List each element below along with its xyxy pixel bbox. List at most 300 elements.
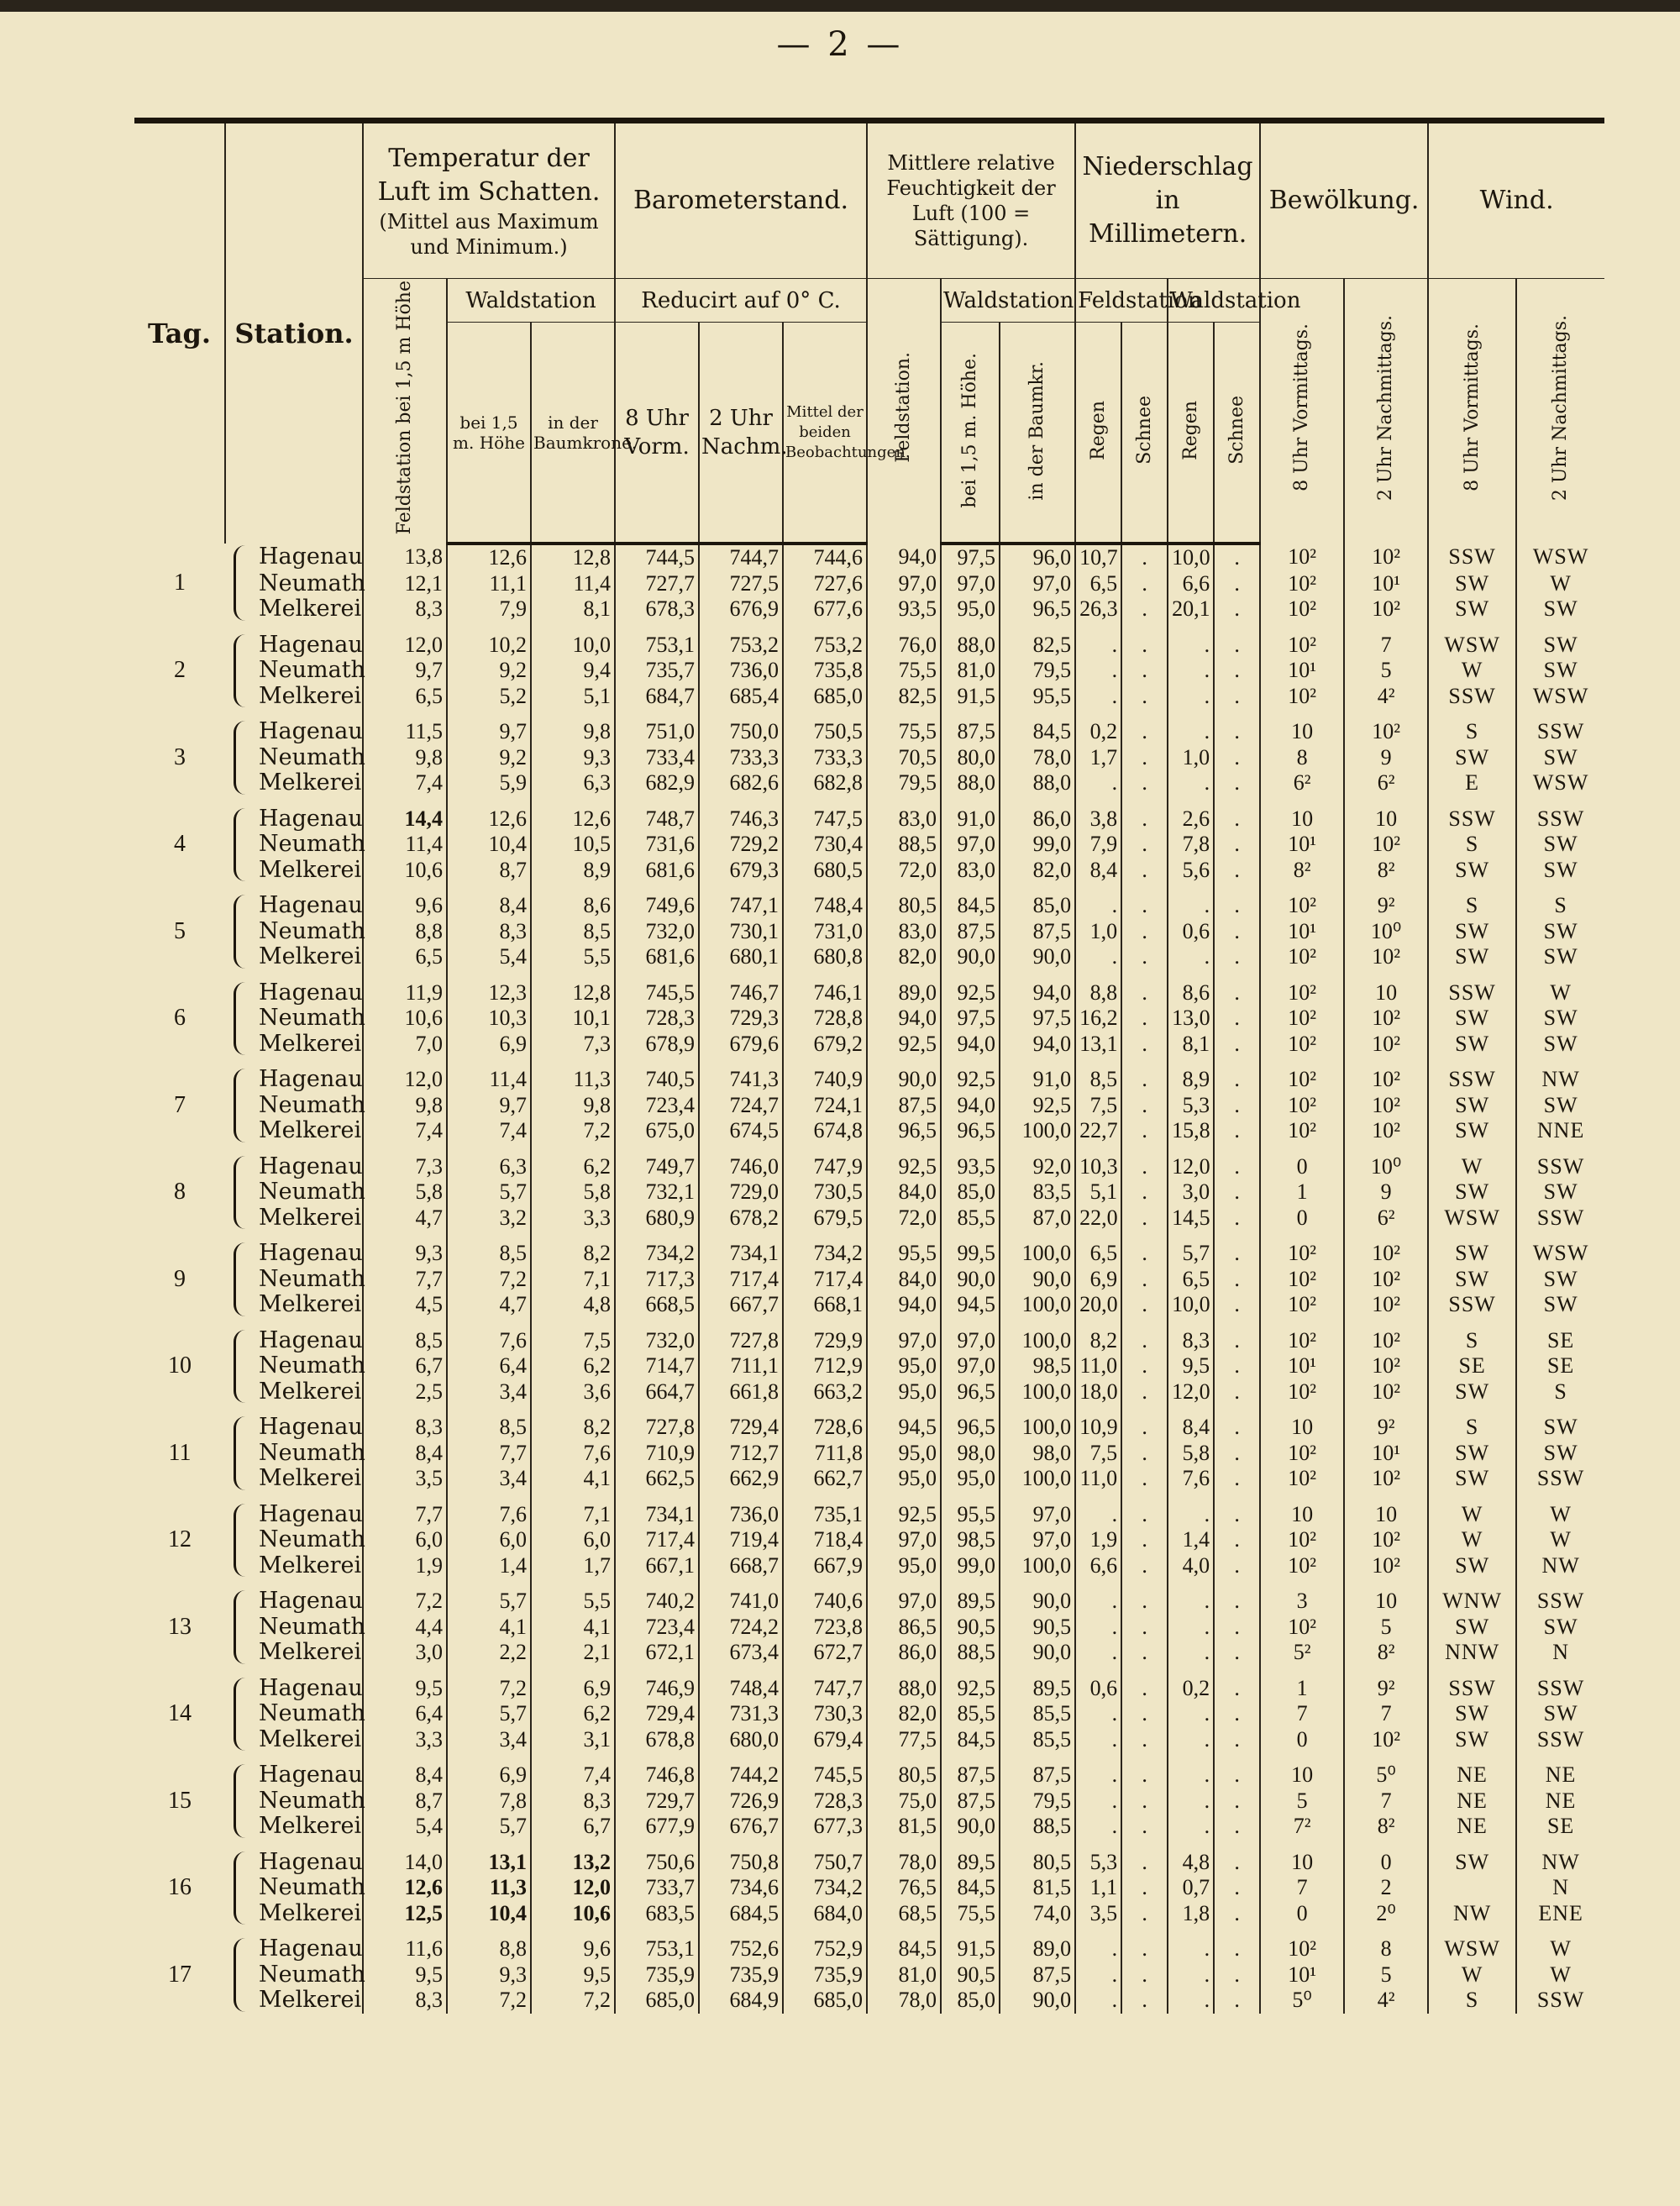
station-name: Hagenau bbox=[259, 805, 363, 832]
cell-tc: 7,2 bbox=[531, 1988, 615, 2014]
cell-rw: . bbox=[1168, 719, 1214, 745]
cell-tc: 8,1 bbox=[531, 596, 615, 622]
cell-sw: . bbox=[1214, 1154, 1260, 1180]
cell-c8: 10² bbox=[1260, 1241, 1344, 1267]
cell-c8: 10² bbox=[1260, 633, 1344, 659]
spacer-cell bbox=[1344, 883, 1428, 893]
cell-hf: 81,0 bbox=[867, 1962, 941, 1988]
spacer-cell bbox=[941, 1578, 1000, 1589]
spacer-cell bbox=[363, 1492, 447, 1502]
cell-hf: 68,5 bbox=[867, 1901, 941, 1927]
cell-sw: . bbox=[1214, 919, 1260, 945]
cell-rw: 5,8 bbox=[1168, 1441, 1214, 1467]
spacer-cell bbox=[1075, 796, 1121, 806]
spacer-cell bbox=[1260, 1144, 1344, 1154]
day-number: 9 bbox=[174, 1265, 186, 1292]
brace-icon bbox=[234, 1242, 246, 1316]
cell-hf: 70,5 bbox=[867, 745, 941, 771]
cell-tf: 7,7 bbox=[363, 1502, 447, 1528]
cell-c2: 7 bbox=[1344, 1701, 1428, 1727]
cell-hw: 75,5 bbox=[941, 1901, 1000, 1927]
cell-hf: 82,0 bbox=[867, 1701, 941, 1727]
cell-rf: . bbox=[1075, 1640, 1121, 1666]
cell-hw: 90,0 bbox=[941, 1814, 1000, 1840]
cell-hc: 100,0 bbox=[1000, 1379, 1075, 1405]
cell-hf: 92,5 bbox=[867, 1032, 941, 1058]
cell-bm: 728,8 bbox=[783, 1006, 867, 1032]
cell-w8: SSW bbox=[1428, 1676, 1516, 1702]
cell-tf: 2,5 bbox=[363, 1379, 447, 1405]
cell-tw: 7,6 bbox=[447, 1328, 531, 1354]
cell-c2: 10² bbox=[1344, 1292, 1428, 1318]
cell-rw: 7,6 bbox=[1168, 1466, 1214, 1492]
table-row bbox=[134, 1850, 1604, 1876]
spacer-cell bbox=[1260, 796, 1344, 806]
header-hum-field bbox=[867, 279, 941, 544]
spacer-cell bbox=[1000, 1057, 1075, 1067]
cell-rf: 22,7 bbox=[1075, 1118, 1121, 1144]
cell-c2: 8² bbox=[1344, 858, 1428, 884]
cell-rw: 5,6 bbox=[1168, 858, 1214, 884]
cell-hw: 94,5 bbox=[941, 1292, 1000, 1318]
spacer-cell bbox=[615, 1144, 699, 1154]
spacer-cell bbox=[363, 1666, 447, 1676]
cell-sw: . bbox=[1214, 1006, 1260, 1032]
cell-c8: 10² bbox=[1260, 596, 1344, 622]
cell-rf: 22,0 bbox=[1075, 1205, 1121, 1232]
cell-hf: 76,0 bbox=[867, 633, 941, 659]
cell-rf: 8,4 bbox=[1075, 858, 1121, 884]
cell-c8: 10² bbox=[1260, 893, 1344, 919]
cell-c2: 10² bbox=[1344, 1006, 1428, 1032]
spacer-cell bbox=[225, 622, 249, 633]
cell-rw: 5,3 bbox=[1168, 1093, 1214, 1119]
spacer-cell bbox=[1214, 1666, 1260, 1676]
spacer-cell bbox=[615, 1492, 699, 1502]
spacer-cell bbox=[783, 1318, 867, 1328]
cell-tc: 7,6 bbox=[531, 1441, 615, 1467]
cell-tw: 5,7 bbox=[447, 1589, 531, 1615]
spacer-cell bbox=[134, 1492, 225, 1502]
cell-tw: 8,8 bbox=[447, 1936, 531, 1962]
spacer-cell bbox=[1168, 796, 1214, 806]
day-brace bbox=[225, 980, 249, 1058]
table-row bbox=[134, 658, 1604, 684]
cell-sw: . bbox=[1214, 633, 1260, 659]
spacer-cell bbox=[1168, 622, 1214, 633]
cell-rw: . bbox=[1168, 1615, 1214, 1641]
cell-b2: 673,4 bbox=[699, 1640, 783, 1666]
cell-sw: . bbox=[1214, 1875, 1260, 1901]
cell-sf: . bbox=[1121, 1727, 1168, 1753]
spacer-cell bbox=[1000, 1666, 1075, 1676]
cell-sw: . bbox=[1214, 1466, 1260, 1492]
cell-w2: SW bbox=[1516, 1292, 1604, 1318]
cell-hf: 95,0 bbox=[867, 1553, 941, 1579]
spacer-cell bbox=[867, 883, 941, 893]
cell-c2: 6² bbox=[1344, 770, 1428, 796]
spacer-cell bbox=[1214, 970, 1260, 980]
cell-b8: 717,4 bbox=[615, 1527, 699, 1553]
spacer-cell bbox=[1260, 1405, 1344, 1415]
spacer-cell bbox=[783, 1492, 867, 1502]
cell-tf: 10,6 bbox=[363, 858, 447, 884]
table-row bbox=[134, 1441, 1604, 1467]
spacer-cell bbox=[1168, 1840, 1214, 1850]
cell-hf: 77,5 bbox=[867, 1727, 941, 1753]
spacer-cell bbox=[1260, 883, 1344, 893]
header-station: Station. bbox=[225, 121, 363, 544]
cell-hc: 84,5 bbox=[1000, 719, 1075, 745]
cell-tw: 3,2 bbox=[447, 1205, 531, 1232]
cell-c2: 9² bbox=[1344, 893, 1428, 919]
cell-sf: . bbox=[1121, 1241, 1168, 1267]
cell-sw: . bbox=[1214, 658, 1260, 684]
spacer-cell bbox=[1075, 1405, 1121, 1415]
cell-hc: 100,0 bbox=[1000, 1553, 1075, 1579]
cell-b2: 735,9 bbox=[699, 1962, 783, 1988]
spacer-cell bbox=[1516, 883, 1604, 893]
cell-tc: 9,6 bbox=[531, 1936, 615, 1962]
cell-hw: 88,5 bbox=[941, 1640, 1000, 1666]
cell-w8: W bbox=[1428, 1962, 1516, 1988]
cell-tc: 8,6 bbox=[531, 893, 615, 919]
cell-hw: 87,5 bbox=[941, 719, 1000, 745]
cell-bm: 750,5 bbox=[783, 719, 867, 745]
cell-hw: 98,0 bbox=[941, 1441, 1000, 1467]
cell-tw: 10,4 bbox=[447, 1901, 531, 1927]
cell-hw: 89,5 bbox=[941, 1850, 1000, 1876]
cell-rw: . bbox=[1168, 944, 1214, 970]
spacer-cell bbox=[1260, 1666, 1344, 1676]
cell-hw: 83,0 bbox=[941, 858, 1000, 884]
cell-rw: . bbox=[1168, 1640, 1214, 1666]
cell-bm: 679,5 bbox=[783, 1205, 867, 1232]
spacer-cell bbox=[531, 796, 615, 806]
cell-w2: SW bbox=[1516, 919, 1604, 945]
spacer-cell bbox=[1428, 1231, 1516, 1241]
cell-c8: 5⁰ bbox=[1260, 1988, 1344, 2014]
cell-sf: . bbox=[1121, 1032, 1168, 1058]
cell-sw: . bbox=[1214, 1118, 1260, 1144]
cell-w2: SSW bbox=[1516, 1727, 1604, 1753]
spacer-cell bbox=[1428, 1057, 1516, 1067]
cell-c2: 10 bbox=[1344, 806, 1428, 833]
spacer-cell bbox=[1214, 1752, 1260, 1762]
spacer-cell bbox=[447, 1752, 531, 1762]
brace-icon bbox=[234, 545, 246, 621]
cell-w8: W bbox=[1428, 1502, 1516, 1528]
spacer-cell bbox=[699, 1578, 783, 1589]
cell-tw: 10,2 bbox=[447, 633, 531, 659]
cell-b8: 728,3 bbox=[615, 1006, 699, 1032]
cell-hf: 95,0 bbox=[867, 1466, 941, 1492]
cell-c8: 10² bbox=[1260, 544, 1344, 571]
cell-hc: 74,0 bbox=[1000, 1901, 1075, 1927]
cell-tf: 14,4 bbox=[363, 806, 447, 833]
spacer-cell bbox=[1214, 1318, 1260, 1328]
cell-b2: 741,0 bbox=[699, 1589, 783, 1615]
spacer-cell bbox=[1121, 1840, 1168, 1850]
cell-sf: . bbox=[1121, 633, 1168, 659]
cell-w8: NE bbox=[1428, 1814, 1516, 1840]
cell-rf: . bbox=[1075, 1701, 1121, 1727]
cell-c2: 10² bbox=[1344, 544, 1428, 571]
cell-c8: 10 bbox=[1260, 806, 1344, 833]
station-name: Neumath bbox=[259, 570, 365, 596]
cell-hf: 89,0 bbox=[867, 980, 941, 1006]
station-name: Melkerei bbox=[259, 1117, 362, 1144]
spacer-cell bbox=[699, 1666, 783, 1676]
cell-sw: . bbox=[1214, 1676, 1260, 1702]
cell-hw: 98,5 bbox=[941, 1527, 1000, 1553]
cell-tc: 12,0 bbox=[531, 1875, 615, 1901]
cell-w8: SW bbox=[1428, 1850, 1516, 1876]
header-rain-field bbox=[1075, 323, 1121, 544]
cell-hf: 94,0 bbox=[867, 1292, 941, 1318]
cell-c2: 5 bbox=[1344, 658, 1428, 684]
spacer-cell bbox=[1214, 796, 1260, 806]
cell-w2: SW bbox=[1516, 858, 1604, 884]
cell-sf: . bbox=[1121, 1292, 1168, 1318]
cell-hf: 82,5 bbox=[867, 684, 941, 710]
cell-sf: . bbox=[1121, 1093, 1168, 1119]
spacer-cell bbox=[1260, 970, 1344, 980]
spacer-cell bbox=[363, 1144, 447, 1154]
spacer-cell bbox=[1516, 1840, 1604, 1850]
cell-hc: 90,0 bbox=[1000, 944, 1075, 970]
spacer-cell bbox=[1075, 709, 1121, 719]
cell-b2: 724,2 bbox=[699, 1615, 783, 1641]
cell-c8: 10 bbox=[1260, 1850, 1344, 1876]
station-name: Hagenau bbox=[259, 1674, 363, 1701]
cell-hf: 92,5 bbox=[867, 1154, 941, 1180]
cell-c2: 2 bbox=[1344, 1875, 1428, 1901]
cell-rw: 9,5 bbox=[1168, 1353, 1214, 1379]
cell-bm: 672,7 bbox=[783, 1640, 867, 1666]
cell-tw: 7,9 bbox=[447, 596, 531, 622]
cell-b8: 681,6 bbox=[615, 858, 699, 884]
cell-hc: 94,0 bbox=[1000, 1032, 1075, 1058]
cell-rf: 6,9 bbox=[1075, 1267, 1121, 1293]
cell-rf: 11,0 bbox=[1075, 1353, 1121, 1379]
cell-c2: 5⁰ bbox=[1344, 1762, 1428, 1788]
cell-hw: 85,0 bbox=[941, 1179, 1000, 1205]
cell-b8: 685,0 bbox=[615, 1988, 699, 2014]
table-row bbox=[134, 1006, 1604, 1032]
cell-tw: 1,4 bbox=[447, 1553, 531, 1579]
cell-hw: 91,5 bbox=[941, 684, 1000, 710]
cell-c2: 9 bbox=[1344, 1179, 1428, 1205]
cell-rf: 0,2 bbox=[1075, 719, 1121, 745]
cell-hw: 97,0 bbox=[941, 1353, 1000, 1379]
cell-rw: . bbox=[1168, 1814, 1214, 1840]
cell-tf: 12,5 bbox=[363, 1901, 447, 1927]
spacer-cell bbox=[1260, 1752, 1344, 1762]
station-name: Neumath bbox=[259, 1005, 365, 1032]
cell-rw: . bbox=[1168, 658, 1214, 684]
cell-bm: 723,8 bbox=[783, 1615, 867, 1641]
spacer-cell bbox=[615, 1578, 699, 1589]
table-row bbox=[134, 596, 1604, 622]
cell-hf: 80,5 bbox=[867, 1762, 941, 1788]
cell-w2: SW bbox=[1516, 1032, 1604, 1058]
spacer-cell bbox=[941, 796, 1000, 806]
cell-sw: . bbox=[1214, 1353, 1260, 1379]
spacer-cell bbox=[1214, 1926, 1260, 1936]
cell-c8: 10² bbox=[1260, 980, 1344, 1006]
cell-w2: SW bbox=[1516, 596, 1604, 622]
header-baro-8: 8 Uhr Vorm. bbox=[615, 323, 699, 544]
cell-w8: SW bbox=[1428, 944, 1516, 970]
cell-tw: 5,4 bbox=[447, 944, 531, 970]
spacer-cell bbox=[1168, 1492, 1214, 1502]
cell-w8: WSW bbox=[1428, 1205, 1516, 1232]
cell-sw: . bbox=[1214, 1292, 1260, 1318]
cell-c2: 5 bbox=[1344, 1962, 1428, 1988]
table-row bbox=[134, 1640, 1604, 1666]
table-row bbox=[134, 1589, 1604, 1615]
cell-c8: 10¹ bbox=[1260, 1353, 1344, 1379]
spacer-cell bbox=[1168, 1231, 1214, 1241]
cell-w8: SW bbox=[1428, 1615, 1516, 1641]
cell-b2: 717,4 bbox=[699, 1267, 783, 1293]
cell-sf: . bbox=[1121, 1502, 1168, 1528]
cell-b8: 735,7 bbox=[615, 658, 699, 684]
spacer-cell bbox=[1260, 1492, 1344, 1502]
spacer-cell bbox=[941, 709, 1000, 719]
spacer-cell bbox=[1344, 796, 1428, 806]
spacer-cell bbox=[1121, 709, 1168, 719]
spacer-cell bbox=[134, 970, 225, 980]
cell-b2: 682,6 bbox=[699, 770, 783, 796]
spacer-cell bbox=[783, 1840, 867, 1850]
spacer-cell bbox=[1516, 1405, 1604, 1415]
cell-c2: 10² bbox=[1344, 1118, 1428, 1144]
spacer-cell bbox=[447, 1926, 531, 1936]
cell-sw: . bbox=[1214, 1589, 1260, 1615]
cell-sw: . bbox=[1214, 806, 1260, 833]
cell-b8: 748,7 bbox=[615, 806, 699, 833]
cell-w8: SE bbox=[1428, 1353, 1516, 1379]
header-precip-forest: Waldstation bbox=[1168, 279, 1260, 323]
cell-c2: 8² bbox=[1344, 1814, 1428, 1840]
spacer-cell bbox=[941, 1752, 1000, 1762]
cell-hc: 79,5 bbox=[1000, 1788, 1075, 1815]
spacer-cell bbox=[1260, 1840, 1344, 1850]
cell-w2: NW bbox=[1516, 1850, 1604, 1876]
cell-c8: 5 bbox=[1260, 1788, 1344, 1815]
spacer-cell bbox=[1214, 622, 1260, 633]
cell-c8: 10² bbox=[1260, 1292, 1344, 1318]
cell-rw: . bbox=[1168, 1762, 1214, 1788]
cell-w2: W bbox=[1516, 1527, 1604, 1553]
day-brace bbox=[225, 544, 249, 622]
station-name: Hagenau bbox=[259, 1848, 363, 1875]
cell-hf: 88,5 bbox=[867, 832, 941, 858]
spacer-cell bbox=[1516, 1666, 1604, 1676]
cell-tw: 8,3 bbox=[447, 919, 531, 945]
cell-hc: 90,0 bbox=[1000, 1988, 1075, 2014]
day-number: 11 bbox=[168, 1439, 192, 1466]
spacer-cell bbox=[1000, 1231, 1075, 1241]
cell-hc: 90,0 bbox=[1000, 1640, 1075, 1666]
station-name: Melkerei bbox=[259, 1899, 362, 1926]
cell-rf: 0,6 bbox=[1075, 1676, 1121, 1702]
cell-bm: 712,9 bbox=[783, 1353, 867, 1379]
cell-tc: 5,8 bbox=[531, 1179, 615, 1205]
cell-rw: . bbox=[1168, 1962, 1214, 1988]
header-wind-8 bbox=[1428, 279, 1516, 544]
cell-c8: 1 bbox=[1260, 1179, 1344, 1205]
cell-tw: 6,9 bbox=[447, 1032, 531, 1058]
spacer-cell bbox=[941, 883, 1000, 893]
cell-sf: . bbox=[1121, 1441, 1168, 1467]
header-rain-forest bbox=[1168, 323, 1214, 544]
station-name: Neumath bbox=[259, 1091, 365, 1118]
cell-bm: 718,4 bbox=[783, 1527, 867, 1553]
day-brace bbox=[225, 1241, 249, 1318]
spacer-cell bbox=[134, 1840, 225, 1850]
station-name: Melkerei bbox=[259, 1465, 362, 1492]
cell-hw: 96,5 bbox=[941, 1118, 1000, 1144]
cell-tw: 2,2 bbox=[447, 1640, 531, 1666]
cell-sw: . bbox=[1214, 1762, 1260, 1788]
cell-hf: 95,0 bbox=[867, 1441, 941, 1467]
cell-tf: 11,6 bbox=[363, 1936, 447, 1962]
cell-bm: 735,1 bbox=[783, 1502, 867, 1528]
cell-b2: 736,0 bbox=[699, 658, 783, 684]
cell-rw: 8,1 bbox=[1168, 1032, 1214, 1058]
cell-tf: 4,4 bbox=[363, 1615, 447, 1641]
cell-w2: N bbox=[1516, 1640, 1604, 1666]
cell-w8: SW bbox=[1428, 858, 1516, 884]
table-row bbox=[134, 1727, 1604, 1753]
cell-hc: 97,0 bbox=[1000, 1502, 1075, 1528]
cell-c8: 3 bbox=[1260, 1589, 1344, 1615]
spacer-cell bbox=[1344, 1057, 1428, 1067]
spacer-cell bbox=[1075, 1578, 1121, 1589]
spacer-cell bbox=[1260, 1926, 1344, 1936]
cell-b8: 662,5 bbox=[615, 1466, 699, 1492]
cell-hc: 85,0 bbox=[1000, 893, 1075, 919]
spacer-cell bbox=[1075, 1840, 1121, 1850]
cell-tc: 13,2 bbox=[531, 1850, 615, 1876]
page-number: — 2 — bbox=[776, 25, 904, 64]
cell-hc: 88,0 bbox=[1000, 770, 1075, 796]
cell-sf: . bbox=[1121, 1988, 1168, 2014]
spacer-cell bbox=[783, 1578, 867, 1589]
spacer-cell bbox=[615, 883, 699, 893]
spacer-cell bbox=[1000, 622, 1075, 633]
cell-hw: 96,5 bbox=[941, 1379, 1000, 1405]
cell-c2: 10¹ bbox=[1344, 571, 1428, 597]
cell-rw: . bbox=[1168, 893, 1214, 919]
cell-b8: 751,0 bbox=[615, 719, 699, 745]
station-name: Hagenau bbox=[259, 1414, 363, 1441]
cell-hc: 98,0 bbox=[1000, 1441, 1075, 1467]
spacer-cell bbox=[783, 796, 867, 806]
spacer-cell bbox=[867, 709, 941, 719]
cell-b2: 750,0 bbox=[699, 719, 783, 745]
rain-field-label: Regen bbox=[1087, 400, 1109, 460]
spacer-cell bbox=[1168, 1405, 1214, 1415]
spacer-cell bbox=[1121, 883, 1168, 893]
cell-rf: 7,5 bbox=[1075, 1093, 1121, 1119]
cell-sf: . bbox=[1121, 745, 1168, 771]
spacer-cell bbox=[1428, 1144, 1516, 1154]
spacer-cell bbox=[783, 1057, 867, 1067]
